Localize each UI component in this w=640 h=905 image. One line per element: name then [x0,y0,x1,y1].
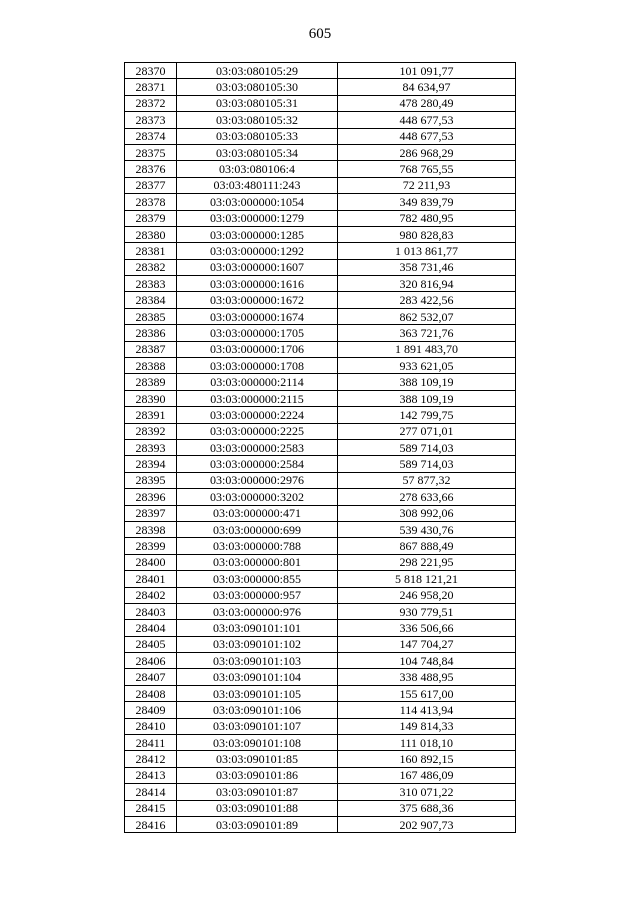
row-number-cell: 28413 [125,767,177,783]
table-row [125,587,516,603]
cadastral-number-cell: 03:03:000000:1292 [177,243,338,259]
cadastral-value-cell: 336 506,66 [338,620,516,636]
cadastral-number-cell: 03:03:000000:2114 [177,374,338,390]
table-row [125,636,516,652]
row-number-cell: 28398 [125,521,177,537]
cadastral-value-cell: 388 109,19 [338,390,516,406]
cadastral-number-cell: 03:03:000000:1708 [177,358,338,374]
row-number-cell: 28406 [125,653,177,669]
row-number-cell: 28391 [125,407,177,423]
row-number-cell: 28414 [125,784,177,800]
table-row [125,259,516,275]
row-number-cell: 28380 [125,226,177,242]
row-number-cell: 28381 [125,243,177,259]
cadastral-number-cell: 03:03:090101:105 [177,685,338,701]
table-row [125,718,516,734]
table-row [125,653,516,669]
table-row [125,95,516,111]
cadastral-number-cell: 03:03:090101:107 [177,718,338,734]
cadastral-value-cell: 862 532,07 [338,308,516,324]
row-number-cell: 28404 [125,620,177,636]
cadastral-value-cell: 782 480,95 [338,210,516,226]
table-row [125,210,516,226]
table-row [125,358,516,374]
cadastral-value-cell: 980 828,83 [338,226,516,242]
row-number-cell: 28370 [125,63,177,79]
row-number-cell: 28378 [125,194,177,210]
cadastral-value-cell: 338 488,95 [338,669,516,685]
cadastral-number-cell: 03:03:090101:85 [177,751,338,767]
row-number-cell: 28373 [125,112,177,128]
cadastral-number-cell: 03:03:000000:2583 [177,439,338,455]
row-number-cell: 28372 [125,95,177,111]
cadastral-value-cell: 388 109,19 [338,374,516,390]
cadastral-value-cell: 768 765,55 [338,161,516,177]
table-row [125,308,516,324]
cadastral-value-cell: 448 677,53 [338,128,516,144]
cadastral-number-cell: 03:03:000000:699 [177,521,338,537]
row-number-cell: 28376 [125,161,177,177]
cadastral-value-cell: 930 779,51 [338,603,516,619]
row-number-cell: 28379 [125,210,177,226]
cadastral-value-cell: 320 816,94 [338,276,516,292]
table-row [125,243,516,259]
cadastral-value-cell: 202 907,73 [338,816,516,832]
cadastral-value-cell: 1 013 861,77 [338,243,516,259]
row-number-cell: 28415 [125,800,177,816]
cadastral-value-cell: 167 486,09 [338,767,516,783]
table-row [125,423,516,439]
row-number-cell: 28384 [125,292,177,308]
cadastral-value-cell: 589 714,03 [338,439,516,455]
cadastral-number-cell: 03:03:000000:2115 [177,390,338,406]
row-number-cell: 28402 [125,587,177,603]
table-row [125,685,516,701]
cadastral-value-cell: 142 799,75 [338,407,516,423]
cadastral-value-cell: 246 958,20 [338,587,516,603]
row-number-cell: 28392 [125,423,177,439]
cadastral-value-cell: 84 634,97 [338,79,516,95]
cadastral-value-cell: 298 221,95 [338,554,516,570]
cadastral-number-cell: 03:03:090101:103 [177,653,338,669]
row-number-cell: 28374 [125,128,177,144]
row-number-cell: 28411 [125,735,177,751]
cadastral-value-cell: 358 731,46 [338,259,516,275]
cadastral-value-cell: 104 748,84 [338,653,516,669]
row-number-cell: 28400 [125,554,177,570]
table-row [125,276,516,292]
cadastral-number-cell: 03:03:090101:102 [177,636,338,652]
table-row [125,325,516,341]
cadastral-value-cell: 149 814,33 [338,718,516,734]
table-row [125,112,516,128]
cadastral-number-cell: 03:03:080105:30 [177,79,338,95]
cadastral-number-cell: 03:03:090101:87 [177,784,338,800]
cadastral-value-cell: 478 280,49 [338,95,516,111]
table-row [125,505,516,521]
table-row [125,571,516,587]
cadastral-value-cell: 283 422,56 [338,292,516,308]
table-row [125,702,516,718]
row-number-cell: 28399 [125,538,177,554]
table-row [125,374,516,390]
cadastral-number-cell: 03:03:000000:1706 [177,341,338,357]
row-number-cell: 28403 [125,603,177,619]
cadastral-number-cell: 03:03:080106:4 [177,161,338,177]
row-number-cell: 28375 [125,144,177,160]
cadastral-number-cell: 03:03:000000:2224 [177,407,338,423]
row-number-cell: 28382 [125,259,177,275]
cadastral-number-cell: 03:03:000000:2976 [177,472,338,488]
row-number-cell: 28386 [125,325,177,341]
table-row [125,63,516,79]
row-number-cell: 28410 [125,718,177,734]
cadastral-number-cell: 03:03:000000:1279 [177,210,338,226]
table-row [125,144,516,160]
cadastral-number-cell: 03:03:000000:788 [177,538,338,554]
cadastral-value-cell: 1 891 483,70 [338,341,516,357]
table-row [125,784,516,800]
cadastral-value-cell: 101 091,77 [338,63,516,79]
table-row [125,292,516,308]
row-number-cell: 28389 [125,374,177,390]
row-number-cell: 28371 [125,79,177,95]
table-row [125,226,516,242]
table-row [125,767,516,783]
row-number-cell: 28407 [125,669,177,685]
row-number-cell: 28388 [125,358,177,374]
cadastral-number-cell: 03:03:000000:957 [177,587,338,603]
row-number-cell: 28397 [125,505,177,521]
cadastral-number-cell: 03:03:000000:2584 [177,456,338,472]
cadastral-number-cell: 03:03:000000:1054 [177,194,338,210]
cadastral-value-cell: 589 714,03 [338,456,516,472]
cadastral-number-cell: 03:03:090101:101 [177,620,338,636]
table-row [125,456,516,472]
cadastral-number-cell: 03:03:080105:32 [177,112,338,128]
table-row [125,472,516,488]
cadastral-number-cell: 03:03:000000:855 [177,571,338,587]
cadastral-number-cell: 03:03:480111:243 [177,177,338,193]
row-number-cell: 28405 [125,636,177,652]
table-row [125,390,516,406]
cadastral-number-cell: 03:03:000000:3202 [177,489,338,505]
cadastral-value-table [124,62,516,833]
table-row [125,128,516,144]
cadastral-number-cell: 03:03:090101:86 [177,767,338,783]
cadastral-number-cell: 03:03:080105:33 [177,128,338,144]
table-row [125,538,516,554]
cadastral-number-cell: 03:03:000000:1705 [177,325,338,341]
cadastral-number-cell: 03:03:080105:34 [177,144,338,160]
cadastral-value-cell: 147 704,27 [338,636,516,652]
table-row [125,816,516,832]
row-number-cell: 28383 [125,276,177,292]
table-row [125,554,516,570]
cadastral-value-cell: 277 071,01 [338,423,516,439]
cadastral-value-cell: 111 018,10 [338,735,516,751]
page-number: 605 [308,26,332,42]
table-row [125,79,516,95]
row-number-cell: 28412 [125,751,177,767]
row-number-cell: 28390 [125,390,177,406]
cadastral-number-cell: 03:03:080105:31 [177,95,338,111]
row-number-cell: 28416 [125,816,177,832]
table-row [125,521,516,537]
table-row [125,194,516,210]
cadastral-value-cell: 160 892,15 [338,751,516,767]
cadastral-number-cell: 03:03:000000:471 [177,505,338,521]
table-row [125,177,516,193]
cadastral-value-cell: 57 877,32 [338,472,516,488]
table-row [125,800,516,816]
table-row [125,603,516,619]
cadastral-value-cell: 286 968,29 [338,144,516,160]
cadastral-number-cell: 03:03:000000:1285 [177,226,338,242]
cadastral-number-cell: 03:03:090101:108 [177,735,338,751]
cadastral-value-cell: 933 621,05 [338,358,516,374]
cadastral-value-cell: 867 888,49 [338,538,516,554]
cadastral-value-cell: 310 071,22 [338,784,516,800]
cadastral-number-cell: 03:03:090101:89 [177,816,338,832]
row-number-cell: 28409 [125,702,177,718]
cadastral-number-cell: 03:03:090101:106 [177,702,338,718]
cadastral-value-cell: 5 818 121,21 [338,571,516,587]
row-number-cell: 28395 [125,472,177,488]
cadastral-number-cell: 03:03:000000:1674 [177,308,338,324]
cadastral-number-cell: 03:03:000000:801 [177,554,338,570]
cadastral-value-cell: 363 721,76 [338,325,516,341]
cadastral-number-cell: 03:03:000000:976 [177,603,338,619]
cadastral-value-cell: 539 430,76 [338,521,516,537]
cadastral-number-cell: 03:03:000000:2225 [177,423,338,439]
cadastral-value-cell: 448 677,53 [338,112,516,128]
row-number-cell: 28408 [125,685,177,701]
cadastral-number-cell: 03:03:090101:88 [177,800,338,816]
cadastral-value-cell: 114 413,94 [338,702,516,718]
row-number-cell: 28401 [125,571,177,587]
cadastral-number-cell: 03:03:000000:1672 [177,292,338,308]
row-number-cell: 28387 [125,341,177,357]
cadastral-number-cell: 03:03:000000:1616 [177,276,338,292]
cadastral-value-cell: 375 688,36 [338,800,516,816]
table-row [125,735,516,751]
row-number-cell: 28393 [125,439,177,455]
table-row [125,407,516,423]
cadastral-value-cell: 349 839,79 [338,194,516,210]
cadastral-number-cell: 03:03:090101:104 [177,669,338,685]
row-number-cell: 28377 [125,177,177,193]
table-row [125,489,516,505]
table-row [125,669,516,685]
table-row [125,751,516,767]
row-number-cell: 28385 [125,308,177,324]
cadastral-number-cell: 03:03:000000:1607 [177,259,338,275]
table-row [125,620,516,636]
cadastral-value-cell: 72 211,93 [338,177,516,193]
table-body [125,63,516,833]
row-number-cell: 28394 [125,456,177,472]
cadastral-value-cell: 278 633,66 [338,489,516,505]
cadastral-number-cell: 03:03:080105:29 [177,63,338,79]
table-row [125,161,516,177]
row-number-cell: 28396 [125,489,177,505]
cadastral-value-cell: 155 617,00 [338,685,516,701]
table-row [125,439,516,455]
cadastral-value-cell: 308 992,06 [338,505,516,521]
table-row [125,341,516,357]
